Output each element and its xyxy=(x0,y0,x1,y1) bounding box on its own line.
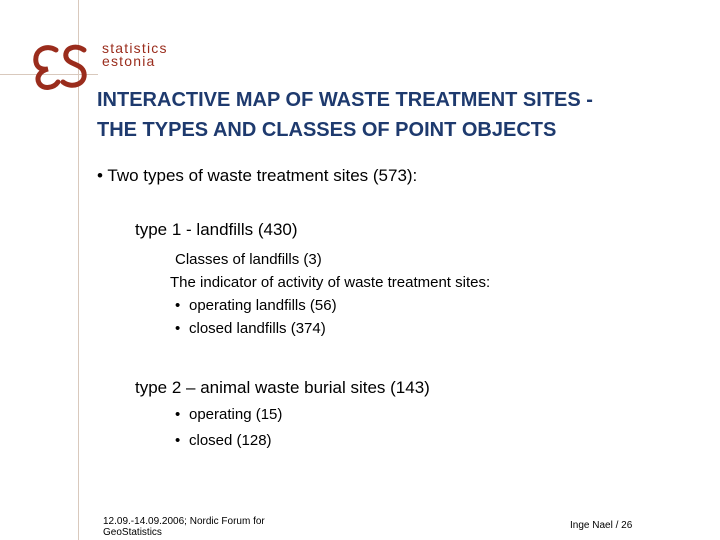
bullet-icon: • xyxy=(175,297,181,314)
title-line-1: INTERACTIVE MAP OF WASTE TREATMENT SITES - xyxy=(97,89,593,111)
list-item-text: operating landfills (56) xyxy=(189,297,337,314)
list-item xyxy=(175,320,326,337)
landfill-classes: Classes of landfills (3) xyxy=(175,251,322,268)
main-bullet: • Two types of waste treatment sites (573): xyxy=(97,166,418,185)
type1-heading: type 1 - landfills (430) xyxy=(135,220,298,239)
bullet-icon: • xyxy=(175,432,181,449)
list-item xyxy=(175,406,282,423)
footer-event-line-2: GeoStatistics xyxy=(103,527,162,538)
statistics-estonia-logo-icon xyxy=(30,40,90,90)
footer-event-line-1: 12.09.-14.09.2006; Nordic Forum for xyxy=(103,516,265,527)
list-item-text: closed landfills (374) xyxy=(189,320,326,337)
list-item xyxy=(175,432,272,449)
bullet-icon: • xyxy=(175,406,181,423)
footer-event xyxy=(103,516,265,538)
activity-indicator: The indicator of activity of waste treatment sites: xyxy=(170,274,491,291)
list-item xyxy=(175,297,337,314)
logo-text-estonia: estonia xyxy=(102,53,156,69)
list-item-text: closed (128) xyxy=(189,432,272,449)
bullet-icon: • xyxy=(175,320,181,337)
type2-heading: type 2 – animal waste burial sites (143) xyxy=(135,378,430,397)
list-item-text: operating (15) xyxy=(189,406,283,423)
logo-text-statistics: statistics xyxy=(102,40,168,56)
slide-title xyxy=(97,85,707,145)
footer-author-page: Inge Nael / 26 xyxy=(570,520,633,531)
title-line-2: THE TYPES AND CLASSES OF POINT OBJECTS xyxy=(97,119,557,141)
